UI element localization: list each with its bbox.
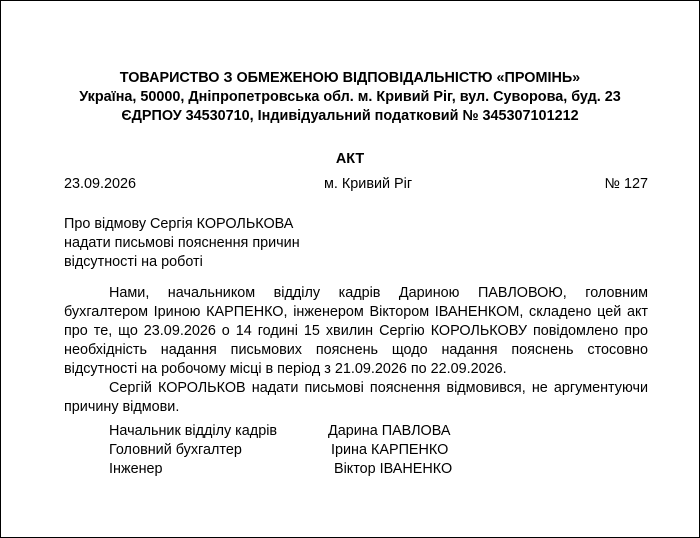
body-paragraph: Сергій КОРОЛЬКОВ надати письмові пояснення відмовився, не аргументуючи причину відмови.	[64, 380, 648, 415]
subject-line: надати письмові пояснення причин	[64, 235, 300, 251]
organization-codes: ЄДРПОУ 34530710, Індивідуальний податковий № 345307101212	[121, 108, 579, 124]
document-city: м. Кривий Ріг	[324, 176, 413, 192]
subject-line: Про відмову Сергія КОРОЛЬКОВА	[64, 216, 294, 232]
document-subject	[64, 215, 364, 272]
signature-role: Начальник відділу кадрів	[109, 423, 278, 439]
document-title: АКТ	[335, 151, 365, 167]
signature-role: Інженер	[109, 461, 163, 477]
organization-name: ТОВАРИСТВО З ОБМЕЖЕНОЮ ВІДПОВІДАЛЬНІСТЮ «ПРОМІНЬ»	[119, 70, 581, 86]
body-paragraph: Нами, начальником відділу кадрів Дариною ПАВЛОВОЮ, головним бухгалтером Іриною КАРПЕНКО, інженером Віктором ІВАНЕНКОМ, складено цей акт про те, що 23.09.2026 о 14 годині 15 хвилин Сергію КОРОЛЬКОВУ повідомлено про необхідність надання письмових пояснень щодо надання пояснень стосовно відсутності на робочому місці в період з 21.09.2026 по 22.09.2026.	[64, 285, 648, 377]
signature-name: Ірина КАРПЕНКО	[331, 442, 449, 458]
subject-line: відсутності на роботі	[64, 254, 203, 270]
document-body	[64, 284, 648, 417]
signature-role: Головний бухгалтер	[109, 442, 242, 458]
signature-name: Дарина ПАВЛОВА	[328, 423, 451, 439]
document-meta	[64, 175, 648, 194]
signature-row	[109, 460, 509, 479]
signature-name: Віктор ІВАНЕНКО	[334, 461, 453, 477]
document-date: 23.09.2026	[64, 176, 137, 192]
organization-address: Україна, 50000, Дніпропетровська обл. м. Кривий Ріг, вул. Суворова, буд. 23	[79, 89, 621, 105]
organization-header	[1, 69, 699, 126]
signature-block	[109, 422, 509, 479]
signature-row	[109, 441, 509, 460]
signature-row	[109, 422, 509, 441]
document-number: № 127	[604, 176, 648, 192]
